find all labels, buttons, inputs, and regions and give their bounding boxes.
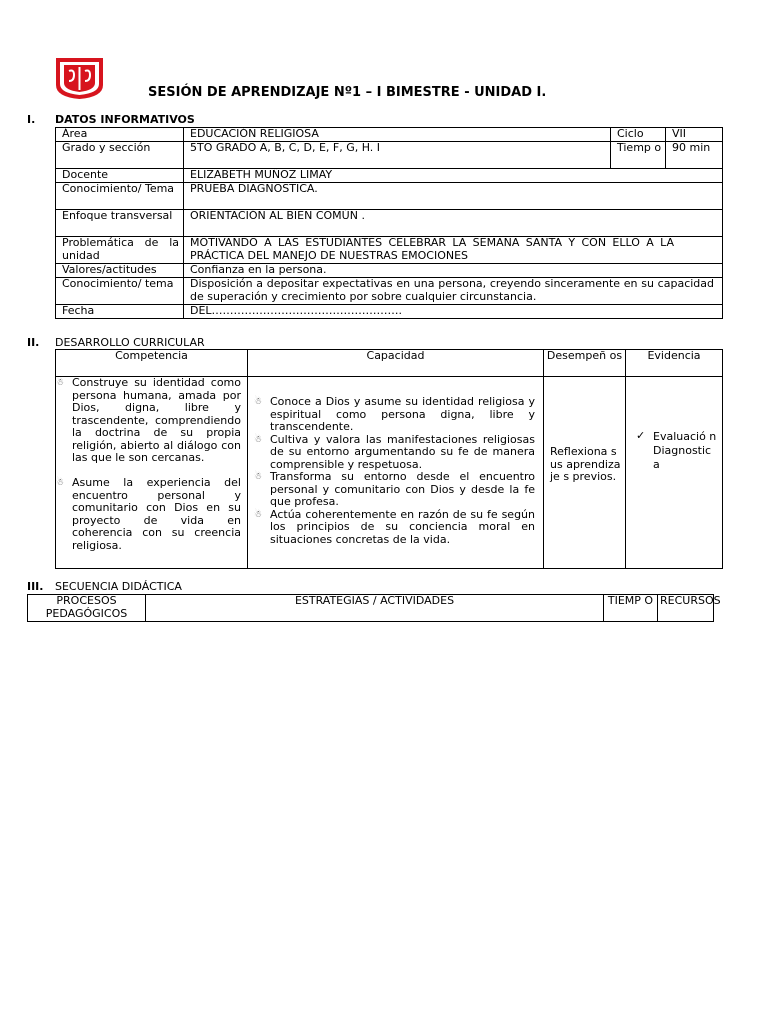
section-3-heading (27, 580, 182, 593)
row-value: 5TO GRADO A, B, C, D, E, F, G, H. I (184, 142, 611, 169)
table-row (56, 128, 723, 142)
table-row (56, 305, 723, 319)
bullet-icon: ☃ (254, 434, 263, 445)
capacidad-cell (248, 377, 544, 569)
table-row (56, 377, 723, 569)
section-3-title: SECUENCIA DIDÁCTICA (55, 580, 182, 593)
table-row (56, 264, 723, 278)
section-1-heading (27, 113, 195, 126)
desempeno-text: Reflexiona sus aprendizaje s previos. (550, 445, 621, 483)
header-procesos: PROCESOS PEDAGÓGICOS (28, 595, 146, 622)
table-row (56, 278, 723, 305)
section-1-number: I. (27, 113, 36, 126)
header-tiempo: TIEMP O (604, 595, 658, 622)
bullet-icon: ☃ (254, 397, 263, 407)
evidencia-cell (626, 377, 723, 569)
section-2-heading (27, 336, 205, 349)
shield-icon (55, 57, 104, 100)
table-row (56, 183, 723, 210)
desarrollo-curricular-table (55, 349, 723, 569)
competencia-text: Asume la experiencia del encuentro personal y comunitario con Dios en su proyecto de vida en coherencia con su creencia religiosa. (72, 476, 241, 552)
list-item (254, 396, 535, 434)
row-value: PRUEBA DIAGNOSTICA. (184, 183, 723, 210)
row-label: Conocimiento/ tema (56, 278, 184, 305)
row-value: Confianza en la persona. (184, 264, 723, 278)
list-item (254, 509, 535, 547)
school-logo (55, 57, 104, 100)
header-recursos: RECURSOS (658, 595, 714, 622)
row-label: Valores/actitudes (56, 264, 184, 278)
header-competencia: Competencia (56, 350, 248, 377)
row-value: ORIENTACIÓN AL BIEN COMÚN . (184, 210, 723, 237)
table-header-row (56, 350, 723, 377)
secuencia-didactica-table (27, 594, 721, 622)
row-value: Disposición a depositar expectativas en una persona, creyendo sinceramente en su capacidad de superación y crecimiento por sobre cualquier circunstancia. (184, 278, 723, 305)
row-label: Docente (56, 169, 184, 183)
competencia-text: Construye su identidad como persona humana, amada por Dios, digna, libre y trascendente, comprendiendo la doctrina de su propia religión, abierto al diálogo con las que le son cercanas. (72, 376, 241, 464)
section-2-number: II. (27, 336, 40, 349)
row-value: ELIZABETH MUÑOZ LIMAY (184, 169, 723, 183)
row-label: Ciclo (611, 128, 666, 142)
check-icon: ✓ (636, 429, 646, 442)
section-1-title: DATOS INFORMATIVOS (55, 113, 195, 126)
header-estrategias: ESTRATEGIAS / ACTIVIDADES (146, 595, 604, 622)
list-item (254, 434, 535, 472)
capacidad-text: Cultiva y valora las manifestaciones religiosas de su entorno argumentando su fe de manera comprensible y respetuosa. (270, 432, 535, 471)
header-desempeno: Desempeñ os (544, 350, 626, 377)
header-capacidad: Capacidad (248, 350, 544, 377)
row-value: MOTIVANDO A LAS ESTUDIANTES CELEBRAR LA SEMANA SANTA Y CON ELLO A LA PRÁCTICA DEL MANEJO DE NUESTRAS EMOCIONES (184, 237, 723, 264)
row-label: Problemática de la unidad (56, 237, 184, 264)
datos-informativos-table (55, 127, 723, 319)
section-2-title: DESARROLLO CURRICULAR (55, 336, 205, 349)
evidencia-text: Evaluació n Diagnostic a (653, 430, 717, 471)
list-item (56, 477, 241, 552)
evidencia-item (636, 430, 718, 472)
row-label: Área (56, 128, 184, 142)
desempeno-cell (544, 377, 626, 569)
row-label: Fecha (56, 305, 184, 319)
table-row (56, 237, 723, 264)
row-value: VII (666, 128, 723, 142)
table-header-row (28, 595, 714, 622)
bullet-icon: ☃ (254, 509, 263, 520)
document-title: SESIÓN DE APRENDIZAJE Nº1 – I BIMESTRE - UNIDAD I. (148, 85, 547, 100)
capacidad-text: Transforma su entorno desde el encuentro personal y comunitario con Dios y desde la fe que profesa. (270, 470, 535, 508)
list-item (254, 471, 535, 509)
row-label: Conocimiento/ Tema (56, 183, 184, 210)
bullet-icon: ☃ (56, 478, 65, 488)
row-value: EDUCACIÓN RELIGIOSA (184, 128, 611, 142)
row-value: DEL……………………………………………. (184, 305, 723, 319)
header-evidencia: Evidencia (626, 350, 723, 377)
capacidad-text: Actúa coherentemente en razón de su fe según los principios de su conciencia moral en situaciones concretas de la vida. (270, 507, 535, 546)
capacidad-text: Conoce a Dios y asume su identidad religiosa y espiritual como persona digna, libre y transcendente. (270, 395, 535, 433)
competencia-cell (56, 377, 248, 569)
row-label: Tiemp o (611, 142, 666, 169)
table-row (56, 142, 723, 169)
bullet-icon: ☃ (56, 378, 65, 388)
row-label: Grado y sección (56, 142, 184, 169)
table-row (56, 210, 723, 237)
row-value: 90 min (666, 142, 723, 169)
list-item (56, 377, 241, 465)
section-3-number: III. (27, 580, 44, 593)
table-row (56, 169, 723, 183)
bullet-icon: ☃ (254, 472, 263, 482)
row-label: Enfoque transversal (56, 210, 184, 237)
